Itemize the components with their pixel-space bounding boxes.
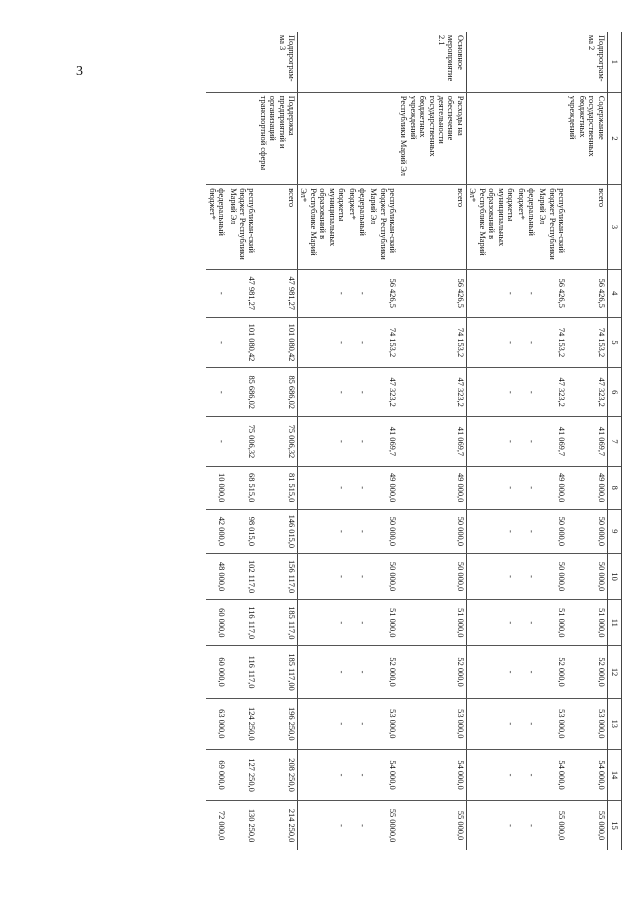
value-cell: -: [516, 509, 537, 553]
table-row: [466, 32, 516, 850]
value-cell: -: [516, 801, 537, 850]
source-cell: федеральный бюджет*: [206, 185, 227, 269]
value-cell: 85 686,02: [227, 368, 257, 417]
value-cell: -: [206, 368, 227, 417]
value-cell: 130 250,0: [227, 801, 257, 850]
value-cell: 47 981,27: [257, 269, 297, 317]
table-row: [257, 32, 297, 850]
column-header: 9: [607, 509, 621, 553]
value-cell: 50 000,0: [537, 553, 567, 599]
value-cell: 47 323,2: [398, 368, 466, 417]
column-header: 13: [607, 698, 621, 749]
value-cell: -: [466, 368, 516, 417]
value-cell: 47 323,2: [537, 368, 567, 417]
source-cell: республикан-ский бюджет Республики Марий Эл: [537, 185, 567, 269]
value-cell: 50 000,0: [537, 509, 567, 553]
value-cell: 51 000,0: [398, 600, 466, 646]
value-cell: -: [466, 646, 516, 698]
value-cell: -: [347, 698, 368, 749]
value-cell: -: [466, 801, 516, 850]
value-cell: -: [347, 553, 368, 599]
value-cell: 127 250,0: [227, 749, 257, 800]
table-row: [516, 32, 537, 850]
column-header: 1: [607, 32, 621, 92]
value-cell: 49 000,0: [567, 466, 607, 509]
value-cell: -: [466, 553, 516, 599]
value-cell: 54 000,0: [368, 749, 398, 800]
program-cell: Подпрограм-ма 3: [257, 32, 297, 92]
value-cell: 56 426,5: [398, 269, 466, 317]
value-cell: 102 117,0: [227, 553, 257, 599]
budget-table: [206, 32, 622, 850]
value-cell: -: [516, 269, 537, 317]
column-header: 14: [607, 749, 621, 800]
program-cell: [298, 32, 348, 92]
activity-cell: [537, 92, 567, 184]
value-cell: 53 000,0: [537, 698, 567, 749]
table-row: [567, 32, 607, 850]
value-cell: -: [298, 553, 348, 599]
value-cell: -: [298, 698, 348, 749]
value-cell: 208 250,0: [257, 749, 297, 800]
value-cell: 74 153,2: [537, 317, 567, 367]
value-cell: -: [298, 368, 348, 417]
value-cell: 60 000,0: [206, 646, 227, 698]
value-cell: -: [516, 417, 537, 466]
table-row: [398, 32, 466, 850]
column-header: 6: [607, 368, 621, 417]
table-row: [206, 32, 227, 850]
value-cell: -: [466, 417, 516, 466]
value-cell: -: [298, 509, 348, 553]
value-cell: -: [298, 269, 348, 317]
table-row: [227, 32, 257, 850]
value-cell: 41 069,7: [537, 417, 567, 466]
value-cell: -: [466, 509, 516, 553]
value-cell: 48 000,0: [206, 553, 227, 599]
source-cell: всего: [398, 185, 466, 269]
value-cell: -: [298, 646, 348, 698]
value-cell: 56 426,5: [368, 269, 398, 317]
value-cell: 63 000,0: [206, 698, 227, 749]
value-cell: 116 117,0: [227, 600, 257, 646]
value-cell: 10 000,0: [206, 466, 227, 509]
source-cell: республикан-ский бюджет Республики Марий Эл: [368, 185, 398, 269]
value-cell: 52 000,0: [398, 646, 466, 698]
value-cell: 75 006,32: [257, 417, 297, 466]
value-cell: -: [298, 600, 348, 646]
activity-cell: [347, 92, 368, 184]
table-row: [298, 32, 348, 850]
program-cell: Основное мероприятие 2.1: [398, 32, 466, 92]
value-cell: -: [347, 749, 368, 800]
value-cell: -: [466, 749, 516, 800]
value-cell: 81 515,0: [257, 466, 297, 509]
activity-cell: [206, 92, 227, 184]
value-cell: -: [516, 368, 537, 417]
value-cell: -: [347, 269, 368, 317]
value-cell: 74 153,2: [567, 317, 607, 367]
value-cell: 55 000,0: [398, 801, 466, 850]
value-cell: -: [347, 417, 368, 466]
value-cell: -: [516, 698, 537, 749]
value-cell: 69 000,0: [206, 749, 227, 800]
program-cell: Подпрограм-ма 2: [567, 32, 607, 92]
value-cell: -: [466, 269, 516, 317]
value-cell: 55 000,0: [537, 801, 567, 850]
value-cell: 50 000,0: [368, 553, 398, 599]
value-cell: 50 000,0: [398, 509, 466, 553]
value-cell: -: [298, 749, 348, 800]
column-header: 12: [607, 646, 621, 698]
value-cell: 74 153,2: [398, 317, 466, 367]
source-cell: бюджеты муниципальных образований в Республике Марий Эл*: [466, 185, 516, 269]
value-cell: 52 000,0: [567, 646, 607, 698]
activity-cell: Расходы на обеспечение деятельности государственных бюджетных учреждений Республики Марий Эл: [398, 92, 466, 184]
value-cell: 185 117,0: [257, 600, 297, 646]
column-header: 4: [607, 269, 621, 317]
value-cell: 53 000,0: [567, 698, 607, 749]
column-header: 10: [607, 553, 621, 599]
column-header: 11: [607, 600, 621, 646]
value-cell: 56 426,5: [567, 269, 607, 317]
program-cell: [227, 32, 257, 92]
value-cell: -: [298, 801, 348, 850]
value-cell: 85 686,02: [257, 368, 297, 417]
value-cell: 47 323,2: [368, 368, 398, 417]
value-cell: 51 000,0: [567, 600, 607, 646]
value-cell: 54 000,0: [398, 749, 466, 800]
value-cell: 49 000,0: [537, 466, 567, 509]
value-cell: 50 000,0: [398, 553, 466, 599]
value-cell: 101 080,42: [257, 317, 297, 367]
value-cell: 41 069,7: [567, 417, 607, 466]
activity-cell: [466, 92, 516, 184]
activity-cell: [298, 92, 348, 184]
value-cell: -: [516, 317, 537, 367]
value-cell: 60 000,0: [206, 600, 227, 646]
program-cell: [516, 32, 537, 92]
value-cell: 156 117,0: [257, 553, 297, 599]
value-cell: 55 000,0: [567, 801, 607, 850]
value-cell: -: [298, 317, 348, 367]
program-cell: [466, 32, 516, 92]
value-cell: 41 069,7: [398, 417, 466, 466]
value-cell: 56 426,5: [537, 269, 567, 317]
value-cell: 185 117,00: [257, 646, 297, 698]
value-cell: 52 000,0: [368, 646, 398, 698]
column-header: 7: [607, 417, 621, 466]
value-cell: -: [466, 600, 516, 646]
value-cell: -: [516, 646, 537, 698]
column-header: 8: [607, 466, 621, 509]
program-cell: [537, 32, 567, 92]
value-cell: 124 250,0: [227, 698, 257, 749]
value-cell: 55 0000,0: [368, 801, 398, 850]
value-cell: 98 015,0: [227, 509, 257, 553]
column-header: 5: [607, 317, 621, 367]
program-cell: [368, 32, 398, 92]
value-cell: -: [298, 466, 348, 509]
value-cell: 47 981,27: [227, 269, 257, 317]
table-row: [368, 32, 398, 850]
activity-cell: [227, 92, 257, 184]
value-cell: 47 323,2: [567, 368, 607, 417]
value-cell: 53 000,0: [368, 698, 398, 749]
activity-cell: [516, 92, 537, 184]
value-cell: 49 000,0: [368, 466, 398, 509]
value-cell: 72 000,0: [206, 801, 227, 850]
source-cell: федеральный бюджет*: [516, 185, 537, 269]
activity-cell: Содержание государственных бюджетных учреждений: [567, 92, 607, 184]
value-cell: -: [466, 698, 516, 749]
value-cell: 196 250,0: [257, 698, 297, 749]
table-body: [206, 32, 607, 850]
header-row: [607, 32, 621, 850]
program-cell: [347, 32, 368, 92]
value-cell: 68 515,0: [227, 466, 257, 509]
column-header: 15: [607, 801, 621, 850]
source-cell: всего: [567, 185, 607, 269]
value-cell: -: [347, 368, 368, 417]
activity-cell: [368, 92, 398, 184]
value-cell: 42 000,0: [206, 509, 227, 553]
value-cell: -: [516, 749, 537, 800]
page-number: 3: [76, 64, 83, 79]
value-cell: -: [516, 600, 537, 646]
value-cell: 54 000,0: [537, 749, 567, 800]
source-cell: республикан-ский бюджет Республики Марий Эл: [227, 185, 257, 269]
value-cell: 75 006,32: [227, 417, 257, 466]
value-cell: 52 000,0: [537, 646, 567, 698]
value-cell: 53 000,0: [398, 698, 466, 749]
value-cell: 54 000,0: [567, 749, 607, 800]
source-cell: всего: [257, 185, 297, 269]
column-header: 3: [607, 185, 621, 269]
rotated-budget-table: [118, 32, 622, 850]
table-row: [537, 32, 567, 850]
value-cell: -: [466, 466, 516, 509]
value-cell: 214 250,0: [257, 801, 297, 850]
value-cell: 74 153,2: [368, 317, 398, 367]
activity-cell: Поддержка предприятий и организаций транспортной сферы: [257, 92, 297, 184]
value-cell: -: [347, 509, 368, 553]
value-cell: -: [347, 646, 368, 698]
value-cell: 101 080,42: [227, 317, 257, 367]
value-cell: 50 000,0: [567, 509, 607, 553]
value-cell: -: [516, 553, 537, 599]
value-cell: -: [516, 466, 537, 509]
column-header: 2: [607, 92, 621, 184]
source-cell: федеральный бюджет*: [347, 185, 368, 269]
value-cell: 49 000,0: [398, 466, 466, 509]
table-row: [347, 32, 368, 850]
value-cell: -: [206, 317, 227, 367]
value-cell: 50 000,0: [567, 553, 607, 599]
value-cell: -: [347, 801, 368, 850]
value-cell: 51 000,0: [368, 600, 398, 646]
source-cell: бюджеты муниципальных образований в Республике Марий Эл*: [298, 185, 348, 269]
value-cell: -: [347, 317, 368, 367]
value-cell: -: [206, 269, 227, 317]
value-cell: 41 069,7: [368, 417, 398, 466]
value-cell: 51 000,0: [537, 600, 567, 646]
value-cell: -: [466, 317, 516, 367]
program-cell: [206, 32, 227, 92]
value-cell: -: [206, 417, 227, 466]
value-cell: 50 000,0: [368, 509, 398, 553]
value-cell: -: [347, 466, 368, 509]
value-cell: -: [347, 600, 368, 646]
value-cell: 116 117,0: [227, 646, 257, 698]
value-cell: -: [298, 417, 348, 466]
value-cell: 146 015,0: [257, 509, 297, 553]
